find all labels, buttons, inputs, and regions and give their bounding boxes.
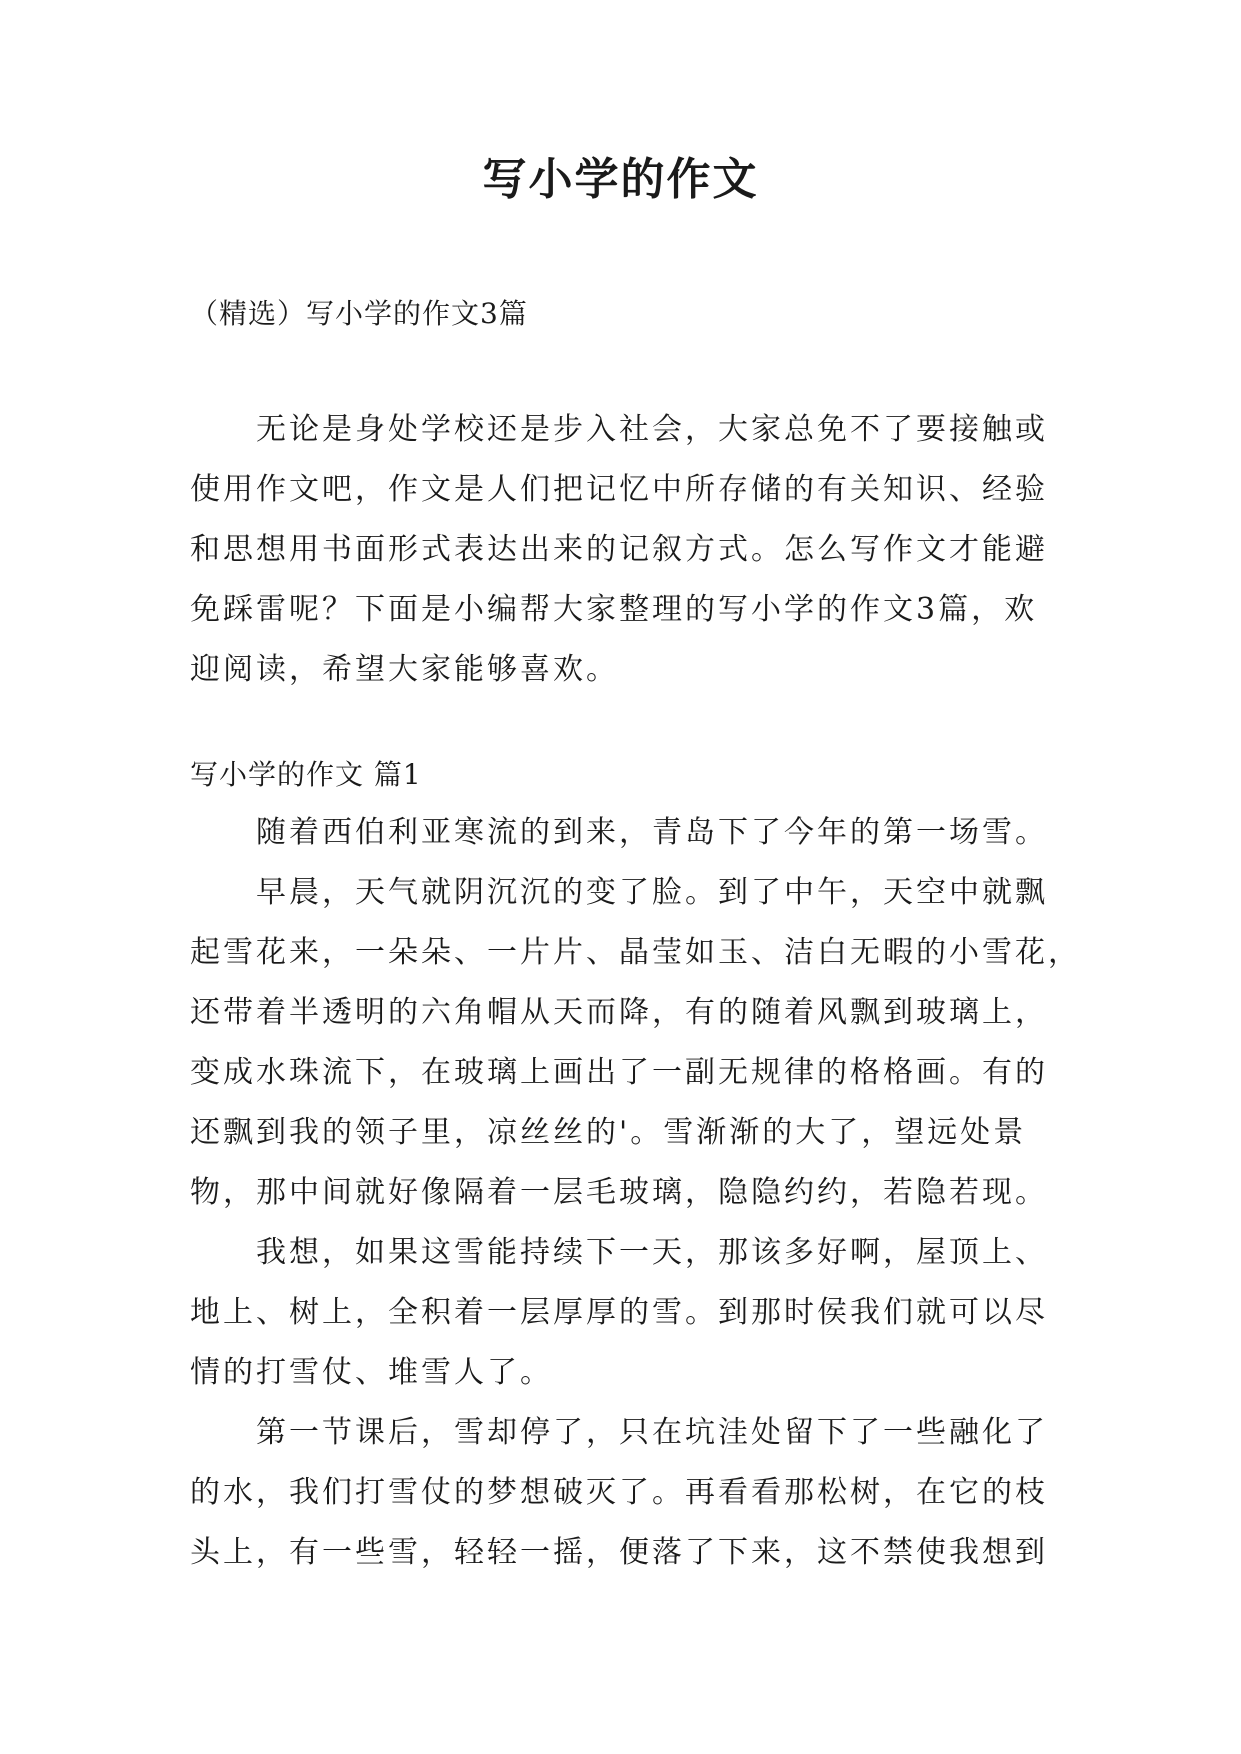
essay-line: 情的打雪仗、堆雪人了。	[190, 1355, 553, 1390]
intro-line: 迎阅读，希望大家能够喜欢。	[190, 652, 619, 687]
essay-body	[190, 803, 1081, 1583]
intro-line: 无论是身处学校还是步入社会，大家总免不了要接触或	[256, 412, 1048, 447]
intro-line: 使用作文吧，作文是人们把记忆中所存储的有关知识、经验	[190, 472, 1048, 507]
intro-line: 免踩雷呢？下面是小编帮大家整理的写小学的作文3篇，欢	[190, 592, 1038, 627]
essay-line: 头上，有一些雪，轻轻一摇，便落了下来，这不禁使我想到	[190, 1535, 1048, 1570]
intro-line: 和思想用书面形式表达出来的记叙方式。怎么写作文才能避	[190, 532, 1048, 567]
section-heading: 写小学的作文 篇1	[190, 758, 422, 791]
document-title: 写小学的作文	[482, 154, 759, 205]
essay-line: 我想，如果这雪能持续下一天，那该多好啊，屋顶上、	[256, 1235, 1048, 1270]
essay-line: 还飘到我的领子里，凉丝丝的'。雪渐渐的大了，望远处景	[190, 1115, 1027, 1150]
essay-line: 还带着半透明的六角帽从天而降，有的随着风飘到玻璃上，	[190, 995, 1048, 1030]
essay-line: 随着西伯利亚寒流的到来，青岛下了今年的第一场雪。	[256, 815, 1048, 850]
document-subtitle: （精选）写小学的作文3篇	[190, 297, 528, 330]
essay-line: 第一节课后，雪却停了，只在坑洼处留下了一些融化了	[256, 1415, 1048, 1450]
essay-line: 的水，我们打雪仗的梦想破灭了。再看看那松树，在它的枝	[190, 1475, 1048, 1510]
essay-line: 起雪花来，一朵朵、一片片、晶莹如玉、洁白无暇的小雪花，	[190, 935, 1081, 970]
essay-line: 早晨，天气就阴沉沉的变了脸。到了中午，天空中就飘	[256, 875, 1048, 910]
essay-line: 地上、树上，全积着一层厚厚的雪。到那时侯我们就可以尽	[190, 1295, 1048, 1330]
intro-paragraph	[190, 400, 1070, 700]
essay-line: 变成水珠流下，在玻璃上画出了一副无规律的格格画。有的	[190, 1055, 1048, 1090]
essay-line: 物，那中间就好像隔着一层毛玻璃，隐隐约约，若隐若现。	[190, 1175, 1048, 1210]
